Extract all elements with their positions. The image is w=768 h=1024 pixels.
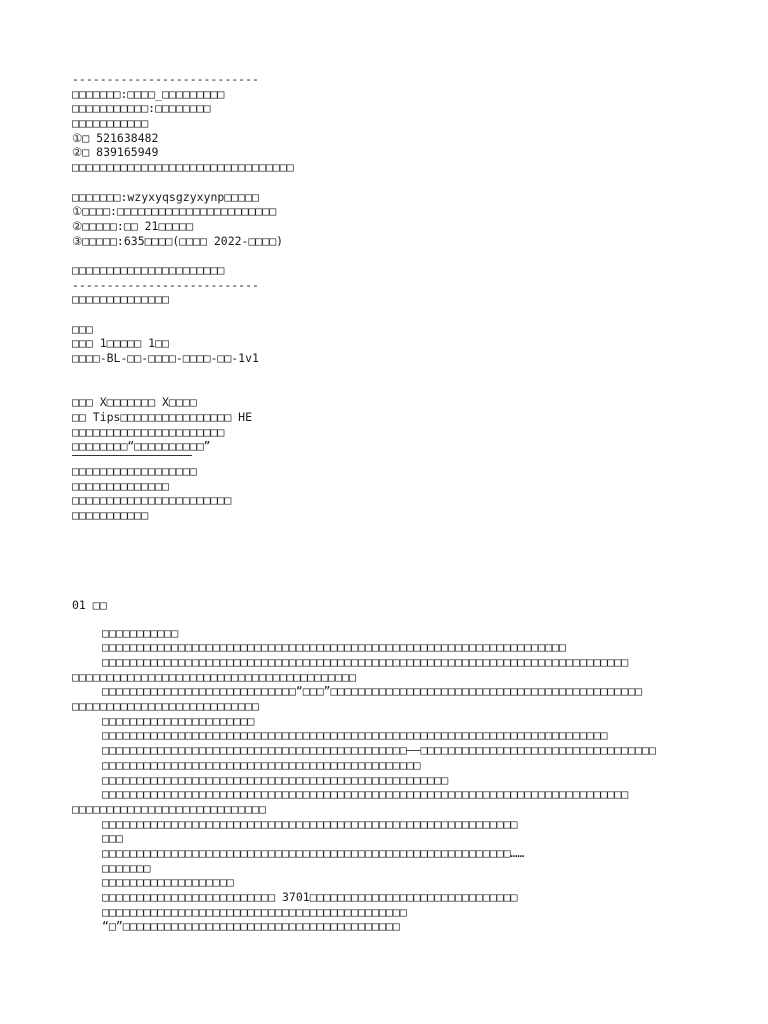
notice-text: □□□□□□□□□□□□□□□□□□□□□□ — [72, 262, 225, 277]
contact-line: □□□□□□□:wzyxyqsgzyxynp□□□□□ — [72, 189, 259, 204]
bottom-divider: --------------------------- — [72, 277, 259, 292]
tips-line: □□□□□□□□“□□□□□□□□□□” — [72, 439, 211, 454]
tips-after-line: □□□□□□□□□□□□□□□□□□□□□□□ — [72, 493, 232, 508]
spacer — [72, 175, 702, 190]
paragraph-line: □□□□□□□□□□□□□□□□□□□ — [102, 875, 234, 890]
paragraph-line: □□□ — [102, 831, 123, 846]
spacer — [72, 307, 702, 322]
paragraph-line: □□□□□□□□□□□□□□□□□□□□□□□□□□□□□□□□□□□□□□□□□ — [72, 669, 356, 684]
document-page — [72, 72, 702, 934]
spacer — [72, 380, 702, 395]
paragraph-line: □□□□□□□□□□□□□□□□□□□□□□□□□□□□□□□□□□□□□□□□□□□□□□□□□□□□□□□□□□□□□□□□□□□□□□□□□ — [102, 728, 608, 743]
notice-after-text: □□□□□□□□□□□□□□ — [72, 292, 169, 307]
contact-info — [72, 190, 702, 249]
paragraph-line: □□□□□□□□□□□□□□□□□□□□□□□□□□□□□□□□□□□□□□□□□□□□□□□□□□□□□□□□□□□□□□□□□□□□□□□□□□□□ — [102, 787, 629, 802]
tips-after-line: □□□□□□□□□□□□□□ — [72, 478, 169, 493]
tips-after-line: □□□□□□□□□□□ — [72, 507, 149, 522]
tips-line: □□ Tips□□□□□□□□□□□□□□□□ HE — [72, 409, 253, 424]
tips-line: □□□ X□□□□□□□ X□□□□ — [72, 395, 197, 410]
meta-line: □□□ 1□□□□□ 1□□ — [72, 336, 169, 351]
header-line: ①□ 521638482 — [72, 130, 159, 145]
paragraph-line: □□□□□□□□□□□□□□□□□□□□□□□□□ 3701□□□□□□□□□□□□□□□□□□□□□□□□□□□□□□ — [102, 890, 518, 904]
spacer — [72, 248, 702, 263]
spacer — [72, 366, 702, 381]
paragraph-line: □□□□□□□□□□□□□□□□□□□□□□□□□□□ — [72, 699, 259, 714]
top-divider: --------------------------- — [72, 72, 259, 86]
paragraph-line: □□□□□□□□□□□□□□□□□□□□□□□□□□□□“□□□”□□□□□□□□□□□□□□□□□□□□□□□□□□□□□□□□□□□□□□□□□□□□□ — [102, 684, 643, 699]
contact-line: ②□□□□□:□□ 21□□□□□ — [72, 218, 194, 233]
chapter-title: 01 □□ — [72, 597, 107, 612]
paragraph-line: □□□□□□□□□□□□□□□□□□□□□□□□□□□□□□□□□□□□□□□□□□□□□□□□□□□□□□□□□□□□□□□□□□□ — [102, 640, 566, 655]
paragraph-line: “□”□□□□□□□□□□□□□□□□□□□□□□□□□□□□□□□□□□□□□□□□ — [102, 919, 400, 934]
paragraph-line: □□□□□□□□□□□□□□□□□□□□□□□□□□□□□□□□□□□□□□□□□□□□□□□□□□ — [102, 772, 449, 787]
contact-line: ③□□□□□:635□□□□(□□□□ 2022-□□□□) — [72, 233, 284, 248]
tips-line: □□□□□□□□□□□□□□□□□□□□□□ — [72, 424, 225, 439]
paragraph-line: □□□□□□□□□□□□□□□□□□□□□□□□□□□□ — [72, 801, 266, 816]
header-info — [72, 87, 702, 175]
meta-line: □□□ — [72, 321, 93, 336]
paragraph-line: □□□□□□□□□□□□□□□□□□□□□□□□□□□□□□□□□□□□□□□□□□□□□□□□□□□□□□□□□□□□ — [102, 816, 518, 831]
contact-line: ①□□□□:□□□□□□□□□□□□□□□□□□□□□□□ — [72, 204, 277, 219]
tips-underline — [72, 455, 192, 456]
chapter-body — [72, 626, 702, 934]
header-line: □□□□□□□:□□□□_□□□□□□□□□ — [72, 86, 225, 101]
paragraph-line: □□□□□□□ — [102, 860, 151, 875]
paragraph-line: □□□□□□□□□□□□□□□□□□□□□□□□□□□□□□□□□□□□□□□□□□□□□□□□□□□□□□□□□□□□□□□□□□□□□□□□□□□□ — [102, 655, 629, 669]
tips-block — [72, 395, 702, 454]
header-line: □□□□□□□□□□□□□□□□□□□□□□□□□□□□□□□□ — [72, 160, 294, 175]
header-line: □□□□□□□□□□□ — [72, 116, 149, 131]
header-line: □□□□□□□□□□□:□□□□□□□□ — [72, 101, 211, 116]
paragraph-line: □□□□□□□□□□□□□□□□□□□□□□ — [102, 713, 255, 728]
paragraph-line: □□□□□□□□□□□□□□□□□□□□□□□□□□□□□□□□□□□□□□□□□□□□ — [102, 904, 407, 919]
paragraph-line: □□□□□□□□□□□□□□□□□□□□□□□□□□□□□□□□□□□□□□□□□□□□□□ — [102, 757, 421, 772]
tips-after-block — [72, 464, 702, 523]
spacer — [72, 523, 702, 596]
meta-line: □□□□-BL-□□-□□□□-□□□□-□□-1v1 — [72, 351, 259, 366]
book-meta — [72, 322, 702, 366]
paragraph-line: □□□□□□□□□□□ — [102, 625, 179, 640]
paragraph-line: □□□□□□□□□□□□□□□□□□□□□□□□□□□□□□□□□□□□□□□□□□□□□□□□□□□□□□□□□□□…… — [102, 845, 525, 860]
header-line: ②□ 839165949 — [72, 145, 159, 160]
tips-after-line: □□□□□□□□□□□□□□□□□□ — [72, 463, 197, 478]
paragraph-line: □□□□□□□□□□□□□□□□□□□□□□□□□□□□□□□□□□□□□□□□□□□□——□□□□□□□□□□□□□□□□□□□□□□□□□□□□□□□□□□ — [102, 743, 656, 758]
